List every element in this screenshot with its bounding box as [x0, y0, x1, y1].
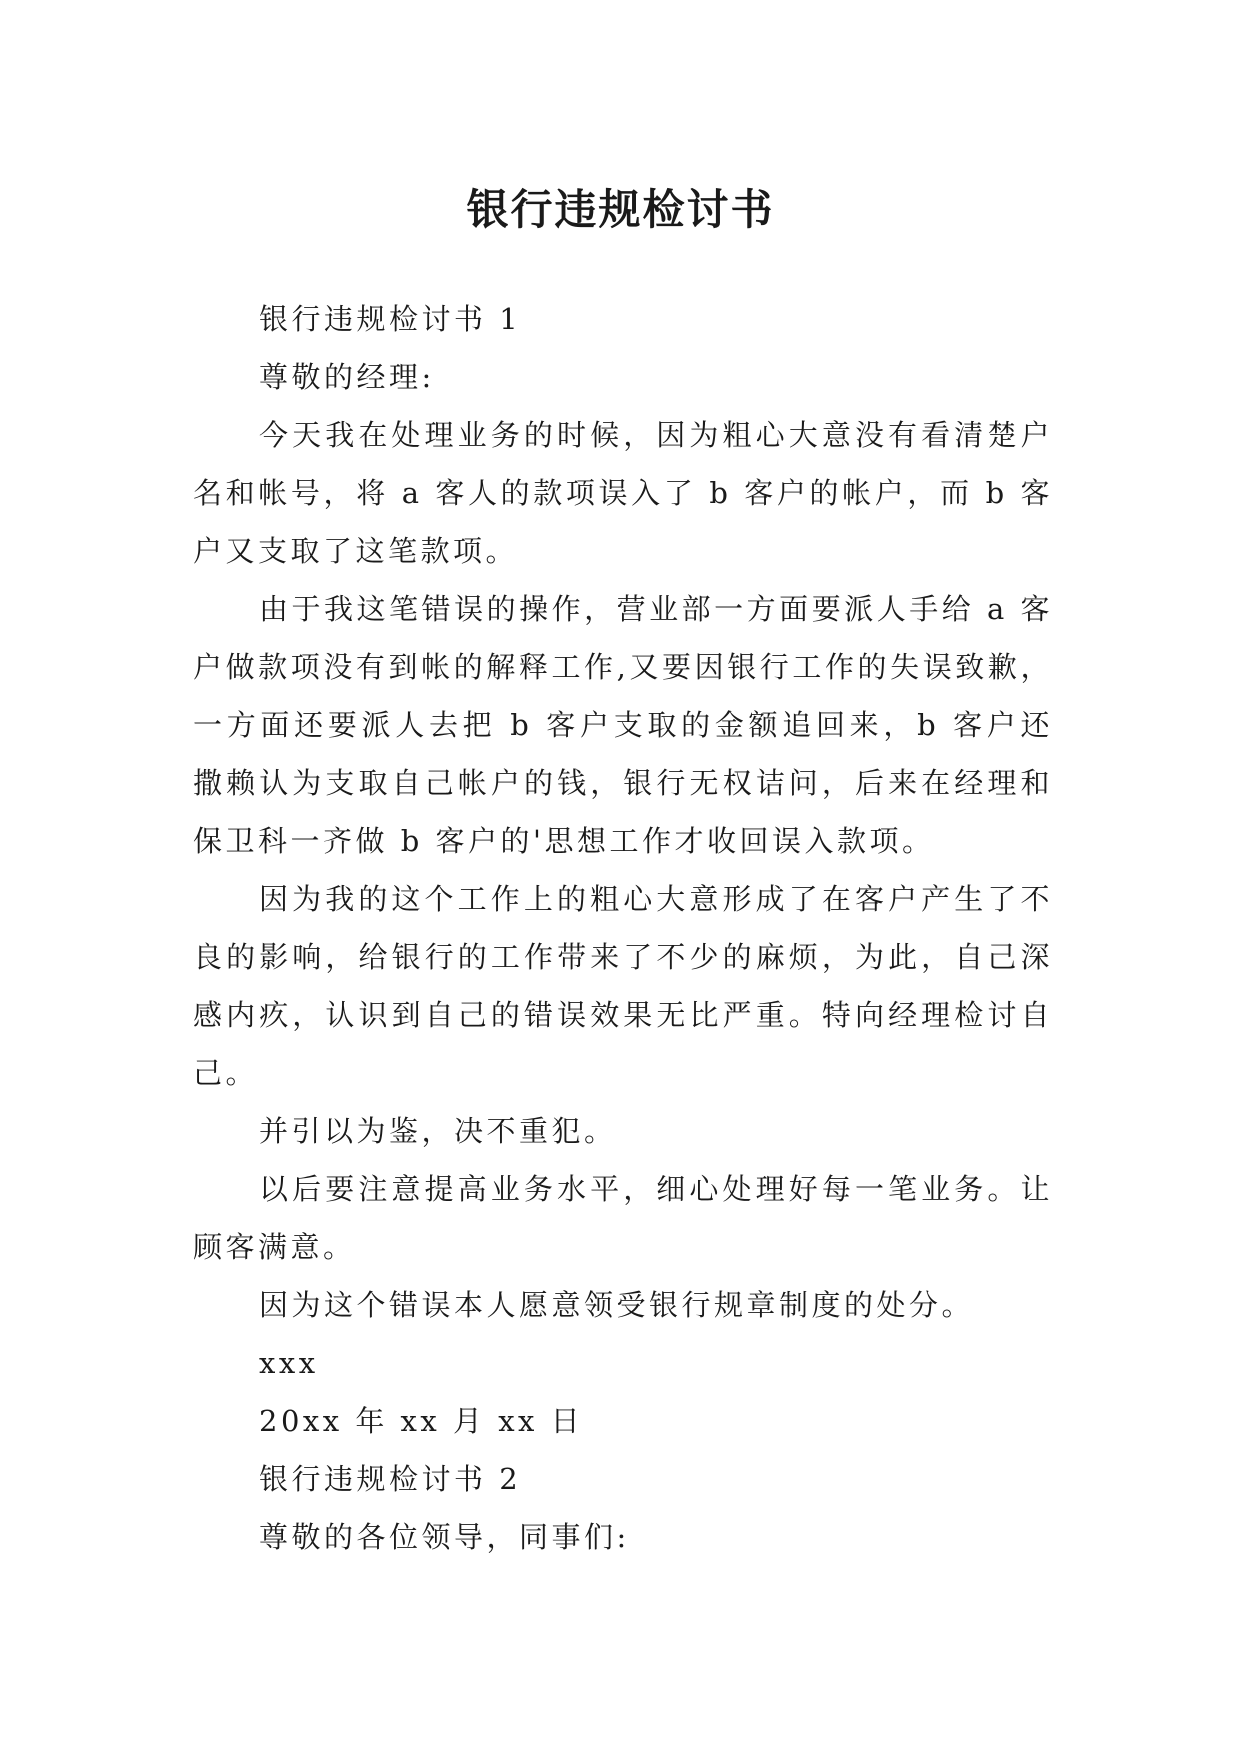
- body-paragraph: 今天我在处理业务的时候，因为粗心大意没有看清楚户名和帐号，将 a 客人的款项误入了 b 客户的帐户，而 b 客户又支取了这笔款项。: [193, 418, 1053, 568]
- document-title: 银行违规检讨书: [466, 185, 775, 235]
- salutation: 尊敬的经理:: [259, 360, 435, 394]
- document-body: [193, 290, 1053, 1566]
- salutation: 尊敬的各位领导，同事们:: [259, 1520, 630, 1554]
- section-heading-1: 银行违规检讨书 1: [259, 302, 522, 336]
- body-paragraph: 由于我这笔错误的操作，营业部一方面要派人手给 a 客户做款项没有到帐的解释工作,又要因银行工作的失误致歉，一方面还要派人去把 b 客户支取的金额追回来，b 客户还撒赖认为支取自己帐户的钱，银行无权诘问，后来在经理和保卫科一齐做 b 客户的'思想工作才收回误入款项。: [193, 592, 1053, 858]
- body-paragraph: 因为这个错误本人愿意领受银行规章制度的处分。: [259, 1288, 975, 1322]
- body-paragraph: 并引以为鉴，决不重犯。: [259, 1114, 617, 1148]
- signature-date: 20xx 年 xx 月 xx 日: [259, 1404, 584, 1438]
- signature-name: xxx: [259, 1346, 319, 1380]
- body-paragraph: 因为我的这个工作上的粗心大意形成了在客户产生了不良的影响，给银行的工作带来了不少的麻烦，为此，自己深感内疚，认识到自己的错误效果无比严重。特向经理检讨自己。: [193, 882, 1053, 1090]
- section-heading-2: 银行违规检讨书 2: [259, 1462, 522, 1496]
- body-paragraph: 以后要注意提高业务水平，细心处理好每一笔业务。让顾客满意。: [193, 1172, 1053, 1264]
